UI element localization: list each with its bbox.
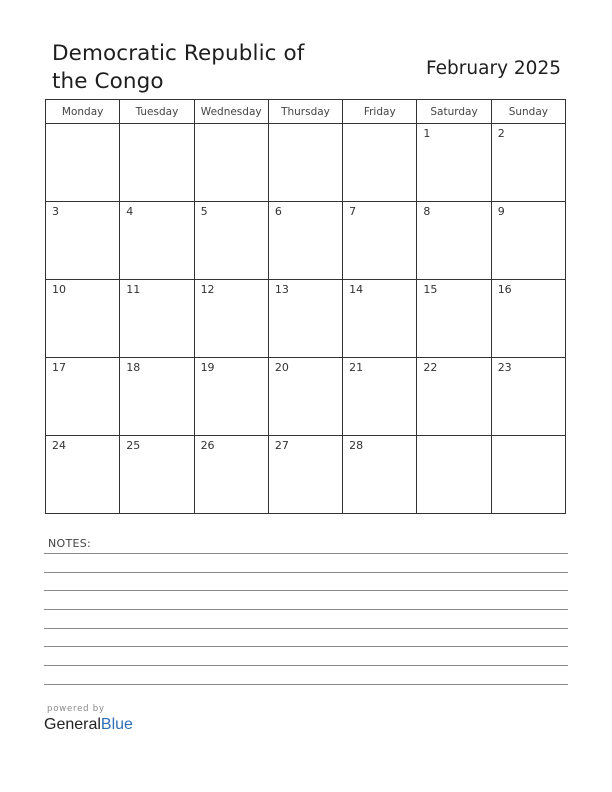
day-cell — [120, 202, 194, 280]
notes-line — [44, 609, 568, 610]
day-cell — [417, 202, 491, 280]
day-cell — [491, 202, 565, 280]
day-number: 19 — [200, 361, 215, 374]
day-number: 10 — [52, 283, 66, 296]
day-cell — [46, 124, 120, 202]
weekday-header: Saturday — [417, 100, 491, 124]
day-number: 13 — [274, 283, 289, 296]
day-number — [269, 124, 342, 127]
notes-line — [44, 590, 568, 591]
week-row — [46, 436, 566, 514]
day-cell — [343, 436, 417, 514]
day-cell — [491, 358, 565, 436]
day-cell — [194, 124, 268, 202]
day-number: 22 — [423, 361, 438, 374]
day-number: 9 — [497, 205, 505, 218]
brand-name-part2: Blue — [100, 716, 133, 733]
weekday-header: Tuesday — [120, 100, 194, 124]
month-year-label: February 2025 — [426, 58, 561, 79]
day-cell — [417, 436, 491, 514]
day-number — [120, 124, 193, 127]
day-cell — [46, 358, 120, 436]
day-number: 1 — [423, 127, 431, 140]
day-number — [343, 124, 416, 127]
day-cell — [46, 280, 120, 358]
calendar-title — [52, 40, 352, 96]
day-cell — [120, 280, 194, 358]
day-number: 8 — [423, 205, 431, 218]
calendar-grid — [45, 99, 566, 514]
brand-name-part1: General — [44, 716, 101, 733]
day-cell — [268, 202, 342, 280]
notes-label: NOTES: — [48, 537, 92, 550]
day-number: 17 — [52, 361, 66, 374]
day-cell — [417, 124, 491, 202]
day-number: 3 — [52, 205, 59, 218]
notes-line — [44, 646, 568, 647]
day-cell — [194, 202, 268, 280]
week-row — [46, 280, 566, 358]
weekday-header: Monday — [46, 100, 120, 124]
day-cell — [194, 280, 268, 358]
week-row — [46, 358, 566, 436]
day-number: 4 — [126, 205, 134, 218]
day-number: 12 — [200, 283, 215, 296]
day-number — [46, 124, 119, 127]
day-cell — [343, 358, 417, 436]
day-cell — [120, 124, 194, 202]
generalblue-logo[interactable] — [44, 716, 133, 734]
week-row — [46, 124, 566, 202]
day-number — [492, 436, 565, 439]
day-number: 24 — [52, 439, 66, 452]
weekday-header-row — [46, 100, 566, 124]
country-name-line2: the Congo — [52, 69, 164, 94]
day-number: 11 — [126, 283, 141, 296]
day-cell — [491, 436, 565, 514]
day-number: 20 — [274, 361, 289, 374]
day-number: 23 — [497, 361, 512, 374]
weekday-header: Wednesday — [194, 100, 268, 124]
day-cell — [268, 358, 342, 436]
powered-by-text: powered by — [47, 704, 105, 714]
weekday-header: Sunday — [491, 100, 565, 124]
weekday-header: Friday — [343, 100, 417, 124]
day-number: 6 — [274, 205, 282, 218]
day-cell — [120, 358, 194, 436]
day-cell — [343, 124, 417, 202]
day-number: 26 — [200, 439, 215, 452]
weekday-header: Thursday — [268, 100, 342, 124]
day-cell — [343, 280, 417, 358]
notes-line — [44, 553, 568, 554]
day-number: 5 — [200, 205, 208, 218]
day-number: 21 — [349, 361, 364, 374]
day-cell — [194, 358, 268, 436]
day-number: 16 — [497, 283, 512, 296]
day-cell — [268, 280, 342, 358]
day-number: 18 — [126, 361, 141, 374]
day-number — [417, 436, 490, 439]
day-number: 27 — [274, 439, 289, 452]
day-number: 7 — [349, 205, 357, 218]
day-cell — [491, 280, 565, 358]
day-number: 28 — [349, 439, 364, 452]
day-number: 15 — [423, 283, 438, 296]
country-name-line1: Democratic Republic of — [52, 41, 305, 66]
day-cell — [343, 202, 417, 280]
day-cell — [491, 124, 565, 202]
notes-line — [44, 665, 568, 666]
day-cell — [417, 280, 491, 358]
day-number: 14 — [349, 283, 364, 296]
day-number: 2 — [497, 127, 505, 140]
day-cell — [46, 436, 120, 514]
day-cell — [268, 436, 342, 514]
day-cell — [194, 436, 268, 514]
notes-line — [44, 572, 568, 573]
day-number: 25 — [126, 439, 141, 452]
day-number — [195, 124, 268, 127]
day-cell — [417, 358, 491, 436]
day-cell — [46, 202, 120, 280]
week-row — [46, 202, 566, 280]
notes-line — [44, 628, 568, 629]
day-cell — [120, 436, 194, 514]
notes-line — [44, 684, 568, 685]
day-cell — [268, 124, 342, 202]
